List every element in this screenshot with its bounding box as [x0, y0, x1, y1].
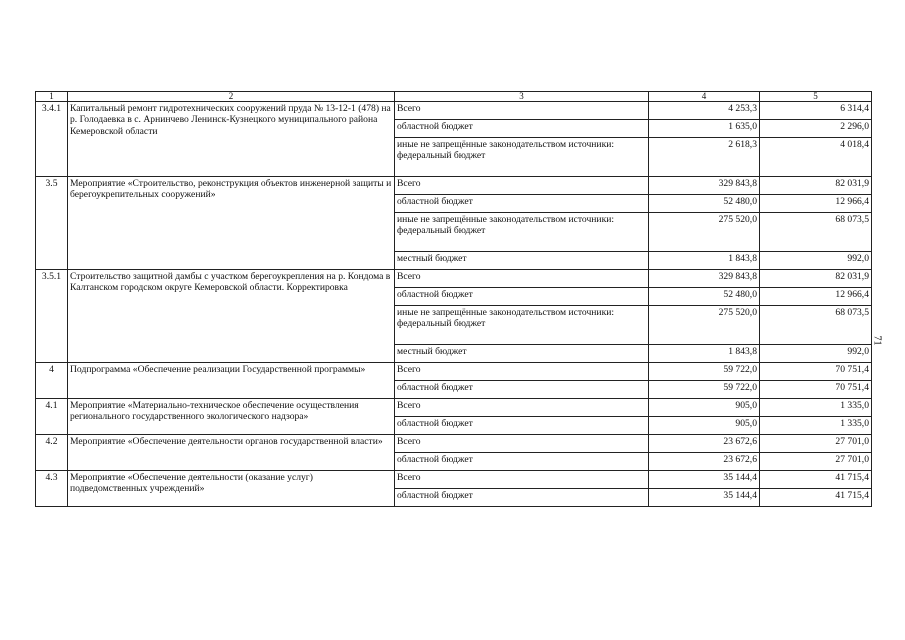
- value-column-5: 68 073,5: [760, 213, 872, 252]
- value-column-5: 70 751,4: [760, 363, 872, 381]
- item-number: 3.4.1: [36, 102, 68, 177]
- funding-source: [395, 120, 649, 138]
- funding-source: [395, 399, 649, 417]
- item-number: 4.1: [36, 399, 68, 435]
- value-column-5: 27 701,0: [760, 453, 872, 471]
- funding-source-label: областной бюджет: [397, 121, 473, 132]
- value-column-4: 329 843,8: [649, 177, 760, 195]
- value-column-4: 329 843,8: [649, 270, 760, 288]
- value-column-4: 4 253,3: [649, 102, 760, 120]
- value-column-5: 6 314,4: [760, 102, 872, 120]
- value-column-4: 905,0: [649, 417, 760, 435]
- value-column-4: 35 144,4: [649, 489, 760, 507]
- value-column-4: 52 480,0: [649, 288, 760, 306]
- funding-source-label: иные не запрещённые законодательством источники:: [397, 307, 615, 318]
- table-row: [36, 471, 872, 489]
- value-column-4: 1 843,8: [649, 252, 760, 270]
- funding-source: [395, 288, 649, 306]
- value-column-5: 27 701,0: [760, 435, 872, 453]
- value-column-5: 70 751,4: [760, 381, 872, 399]
- value-column-4: 1 843,8: [649, 345, 760, 363]
- funding-source-label: иные не запрещённые законодательством источники:: [397, 214, 615, 225]
- item-name: Подпрограмма «Обеспечение реализации Государственной программы»: [68, 363, 395, 399]
- funding-source: [395, 306, 649, 345]
- funding-source-label: областной бюджет: [397, 418, 473, 429]
- funding-source: [395, 138, 649, 177]
- item-number: 4.3: [36, 471, 68, 507]
- table-row: [36, 399, 872, 417]
- funding-source-label: областной бюджет: [397, 490, 473, 501]
- funding-source-label: местный бюджет: [397, 253, 467, 264]
- column-number-2: 2: [68, 92, 395, 102]
- item-number: 3.5: [36, 177, 68, 270]
- value-column-5: 82 031,9: [760, 177, 872, 195]
- funding-source: [395, 195, 649, 213]
- value-column-5: 12 966,4: [760, 195, 872, 213]
- funding-source-label: Всего: [397, 103, 421, 114]
- value-column-5: 82 031,9: [760, 270, 872, 288]
- value-column-5: 1 335,0: [760, 417, 872, 435]
- table-row: [36, 177, 872, 195]
- item-name: Мероприятие «Обеспечение деятельности (оказание услуг) подведомственных учреждений»: [68, 471, 395, 507]
- funding-source: [395, 489, 649, 507]
- funding-source-label: Всего: [397, 178, 421, 189]
- funding-source-label: областной бюджет: [397, 196, 473, 207]
- funding-source: [395, 435, 649, 453]
- funding-source: [395, 363, 649, 381]
- value-column-5: 68 073,5: [760, 306, 872, 345]
- funding-source: [395, 381, 649, 399]
- funding-source: [395, 270, 649, 288]
- funding-source-label: Всего: [397, 472, 421, 483]
- funding-source-label: Всего: [397, 364, 421, 375]
- value-column-4: 23 672,6: [649, 435, 760, 453]
- table-header-row: [36, 92, 872, 102]
- value-column-5: 41 715,4: [760, 489, 872, 507]
- value-column-4: 275 520,0: [649, 306, 760, 345]
- table-row: [36, 270, 872, 288]
- column-number-1: 1: [36, 92, 68, 102]
- funding-source: [395, 417, 649, 435]
- item-name: Мероприятие «Материально-техническое обеспечение осуществления регионального государственного экологического надзора»: [68, 399, 395, 435]
- item-name: Мероприятие «Строительство, реконструкция объектов инженерной защиты и берегоукрепительных сооружений»: [68, 177, 395, 270]
- value-column-4: 59 722,0: [649, 381, 760, 399]
- funding-source: [395, 177, 649, 195]
- funding-source-label: Всего: [397, 271, 421, 282]
- funding-source-label: Всего: [397, 436, 421, 447]
- program-funding-table: [35, 91, 872, 507]
- funding-source-label: федеральный бюджет: [397, 225, 486, 237]
- value-column-4: 35 144,4: [649, 471, 760, 489]
- item-number: 4.2: [36, 435, 68, 471]
- table-row: [36, 363, 872, 381]
- value-column-5: 12 966,4: [760, 288, 872, 306]
- funding-source-label: федеральный бюджет: [397, 150, 486, 162]
- table-row: [36, 102, 872, 120]
- funding-source: [395, 453, 649, 471]
- funding-source-label: федеральный бюджет: [397, 318, 486, 330]
- page-number: 71: [871, 335, 883, 346]
- funding-source-label: Всего: [397, 400, 421, 411]
- value-column-4: 275 520,0: [649, 213, 760, 252]
- funding-source-label: областной бюджет: [397, 382, 473, 393]
- value-column-4: 52 480,0: [649, 195, 760, 213]
- value-column-5: 1 335,0: [760, 399, 872, 417]
- funding-source: [395, 213, 649, 252]
- item-name: Капитальный ремонт гидротехнических сооружений пруда № 13-12-1 (478) на р. Голодаевка в с. Арнинчево Ленинск-Кузнецкого муниципального района Кемеровской области: [68, 102, 395, 177]
- value-column-4: 23 672,6: [649, 453, 760, 471]
- value-column-5: 4 018,4: [760, 138, 872, 177]
- funding-source-label: областной бюджет: [397, 454, 473, 465]
- item-number: 4: [36, 363, 68, 399]
- value-column-5: 2 296,0: [760, 120, 872, 138]
- column-number-4: 4: [649, 92, 760, 102]
- value-column-5: 41 715,4: [760, 471, 872, 489]
- value-column-4: 905,0: [649, 399, 760, 417]
- funding-source: [395, 102, 649, 120]
- value-column-4: 2 618,3: [649, 138, 760, 177]
- funding-source-label: областной бюджет: [397, 289, 473, 300]
- column-number-5: 5: [760, 92, 872, 102]
- value-column-4: 59 722,0: [649, 363, 760, 381]
- item-number: 3.5.1: [36, 270, 68, 363]
- item-name: Мероприятие «Обеспечение деятельности органов государственной власти»: [68, 435, 395, 471]
- funding-source-label: местный бюджет: [397, 346, 467, 357]
- value-column-4: 1 635,0: [649, 120, 760, 138]
- column-number-3: 3: [395, 92, 649, 102]
- table-row: [36, 435, 872, 453]
- funding-source: [395, 471, 649, 489]
- item-name: Строительство защитной дамбы с участком берегоукрепления на р. Кондома в Калтанском городском округе Кемеровской области. Корректировка: [68, 270, 395, 363]
- value-column-5: 992,0: [760, 252, 872, 270]
- funding-source: [395, 252, 649, 270]
- funding-source-label: иные не запрещённые законодательством источники:: [397, 139, 615, 150]
- funding-source: [395, 345, 649, 363]
- value-column-5: 992,0: [760, 345, 872, 363]
